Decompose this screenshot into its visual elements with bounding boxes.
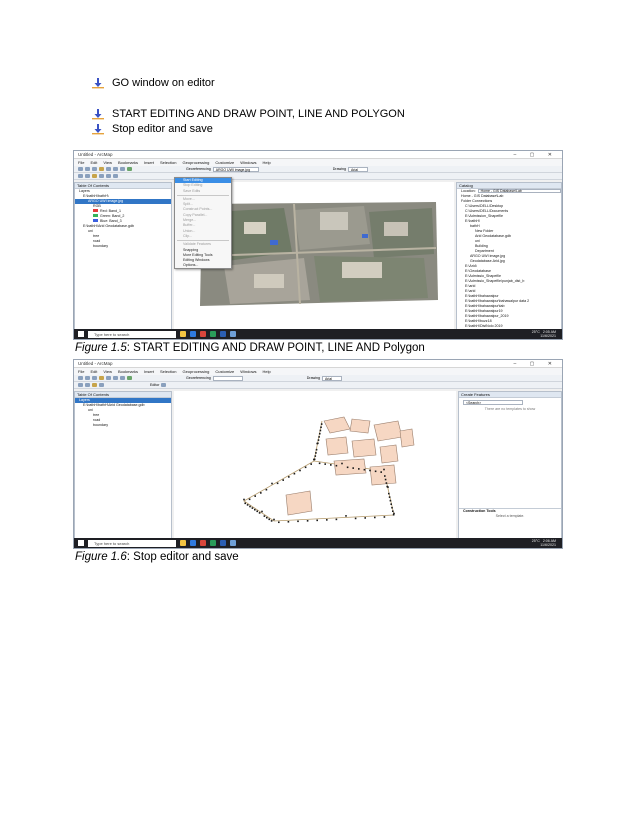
tree-point xyxy=(305,467,307,469)
windows-taskbar xyxy=(74,329,562,339)
select-icon[interactable] xyxy=(78,174,83,178)
catalog-item[interactable]: E:\Admissio_Shapefile\punjab_dist_b xyxy=(465,279,525,283)
figure-caption-1-5 xyxy=(75,342,425,354)
tree-point xyxy=(375,471,377,473)
zoom-in-icon[interactable] xyxy=(106,167,111,171)
tree-point xyxy=(273,519,275,521)
arcmap-icon[interactable] xyxy=(230,540,236,546)
tree-point xyxy=(364,517,366,519)
tree-point xyxy=(249,506,251,508)
caption-label: Figure 1.5 xyxy=(75,342,127,354)
tree-point xyxy=(310,463,312,465)
window-title: Untitled - ArcMap xyxy=(78,152,113,157)
tree-point xyxy=(260,492,262,494)
tree-point xyxy=(252,507,254,509)
tree-point xyxy=(385,479,387,481)
tree-point xyxy=(249,499,251,501)
bullet-text: START EDITING AND DRAW POINT, LINE AND POLYGON xyxy=(112,108,405,120)
window-titlebar xyxy=(74,151,562,159)
tree-point xyxy=(319,463,321,465)
catalog-item[interactable]: bathH xyxy=(470,224,480,228)
georeferencing-label: Georeferencing xyxy=(186,376,211,380)
system-tray xyxy=(532,539,562,547)
tree-point xyxy=(271,483,273,485)
menu-view[interactable]: View xyxy=(103,369,112,374)
new-icon[interactable] xyxy=(78,376,83,380)
menu-bar xyxy=(74,368,562,375)
tree-point xyxy=(314,455,316,457)
arrow-bullet-icon xyxy=(92,77,104,89)
menu-separator xyxy=(177,195,229,196)
menu-geoprocessing[interactable]: Geoprocessing xyxy=(182,160,210,165)
bullet-item-2 xyxy=(92,108,405,120)
tree-point xyxy=(321,423,323,425)
stop-editing-menu-item[interactable]: Stop Editing xyxy=(183,183,203,188)
toc-item[interactable]: RGB xyxy=(93,204,101,208)
open-icon[interactable] xyxy=(85,167,90,171)
menu-geoprocessing[interactable]: Geoprocessing xyxy=(182,369,210,374)
word-icon[interactable] xyxy=(220,540,226,546)
tree-point xyxy=(318,436,320,438)
tree-point xyxy=(390,503,392,505)
add-data-icon[interactable] xyxy=(99,167,104,171)
catalog-item[interactable]: E:\bathH\bahawalpur19 xyxy=(465,309,503,313)
menu-help[interactable]: Help xyxy=(262,369,271,374)
toc-item-selected[interactable]: Layers xyxy=(75,398,171,403)
catalog-item[interactable]: E:\arid xyxy=(465,289,476,293)
digitized-campus-map xyxy=(174,391,456,539)
tree-point xyxy=(320,427,322,429)
toolbar-row-1 xyxy=(74,166,562,173)
tree-point xyxy=(355,518,357,520)
menu-insert[interactable]: Insert xyxy=(143,369,154,374)
no-templates-text: There are no templates to show xyxy=(484,407,536,411)
tree-point xyxy=(268,519,270,521)
drawing-label[interactable]: Drawing xyxy=(306,376,320,380)
start-editing-menu-item[interactable]: Start Editing xyxy=(175,178,231,183)
move-menu-item[interactable]: Move... xyxy=(183,196,195,201)
chrome-icon[interactable] xyxy=(200,331,206,337)
menu-windows[interactable]: Windows xyxy=(240,369,257,374)
toc-item[interactable]: uni xyxy=(88,229,93,233)
catalog-item[interactable]: E:\Admissio_Shapefile xyxy=(465,274,501,278)
tray-date: 11/6/2021 xyxy=(540,334,556,338)
tree-point xyxy=(271,520,273,522)
toc-item[interactable]: boundary xyxy=(93,244,108,248)
catalog-location-field[interactable]: Home - GIS Database\Lab xyxy=(478,189,561,193)
editor-dropdown-menu xyxy=(174,177,232,269)
menu-customize[interactable]: Customize xyxy=(215,369,235,374)
menu-selection[interactable]: Selection xyxy=(160,369,177,374)
word-icon[interactable] xyxy=(220,331,226,337)
zoom-out-icon[interactable] xyxy=(113,167,118,171)
snapping-menu-item[interactable]: Snapping xyxy=(183,247,199,252)
tree-point xyxy=(336,465,338,467)
catalog-item[interactable]: New Folder xyxy=(475,229,494,233)
tray-temperature: 25°C xyxy=(531,330,540,334)
tree-point xyxy=(345,515,347,517)
tree-point xyxy=(318,439,320,441)
full-extent-icon[interactable] xyxy=(127,376,132,380)
tree-point xyxy=(380,471,382,473)
toc-item[interactable]: Green: Band_2 xyxy=(75,214,171,219)
tree-point xyxy=(386,482,388,484)
pan-icon[interactable] xyxy=(120,376,125,380)
window-controls[interactable]: – ▢ ✕ xyxy=(513,361,558,367)
editor-menu-button[interactable]: Editor xyxy=(150,383,160,387)
tree-point xyxy=(288,476,290,478)
tree-point xyxy=(330,464,332,466)
menu-windows[interactable]: Windows xyxy=(240,160,257,165)
tree-point xyxy=(352,467,354,469)
toc-item[interactable]: Red: Band_1 xyxy=(75,209,171,214)
toc-item[interactable]: road xyxy=(93,418,101,422)
edit-tool-icon[interactable] xyxy=(161,383,166,387)
tree-point xyxy=(347,467,349,469)
tree-point xyxy=(299,470,301,472)
new-icon[interactable] xyxy=(78,167,83,171)
copy-parallel-menu-item[interactable]: Copy Parallel... xyxy=(183,212,208,217)
toolbar-row-1 xyxy=(74,375,562,382)
tray-date: 11/6/2021 xyxy=(540,543,556,547)
chrome-icon[interactable] xyxy=(200,540,206,546)
tree-point xyxy=(326,519,328,521)
catalog-item[interactable]: C:\Users\DELL\Desktop xyxy=(465,204,504,208)
tree-point xyxy=(277,483,279,485)
tree-point xyxy=(319,433,321,435)
menu-edit[interactable]: Edit xyxy=(90,160,98,165)
excel-icon[interactable] xyxy=(210,331,216,337)
tree-point xyxy=(261,511,263,513)
editor-toolbar-icon[interactable] xyxy=(113,174,118,178)
pan-icon[interactable] xyxy=(120,167,125,171)
catalog-item[interactable]: E:\bathH\bahawalpur xyxy=(465,294,499,298)
menu-bookmarks[interactable]: Bookmarks xyxy=(117,369,138,374)
table-of-contents-panel xyxy=(74,391,172,539)
save-icon[interactable] xyxy=(92,376,97,380)
catalog-item[interactable]: E:\bathH\ xyxy=(465,219,480,223)
menu-bar xyxy=(74,159,562,166)
open-icon[interactable] xyxy=(85,376,90,380)
catalog-location-label: Location: xyxy=(461,189,476,193)
add-data-icon[interactable] xyxy=(99,376,104,380)
catalog-item[interactable]: Geodatabase.Arid.jpg xyxy=(470,259,505,263)
georef-layer-dropdown[interactable] xyxy=(213,376,243,381)
catalog-item[interactable]: C:\Users\DELL\Documents xyxy=(465,209,509,213)
tree-point xyxy=(317,443,319,445)
toc-item[interactable]: road xyxy=(93,239,101,243)
toc-item[interactable]: tree xyxy=(93,234,100,238)
excel-icon[interactable] xyxy=(210,540,216,546)
toc-item[interactable]: E:\bathH\bathH\ xyxy=(83,194,109,198)
tree-point xyxy=(387,486,389,488)
catalog-item[interactable]: Arid Geodatabase.gdb xyxy=(475,234,511,238)
tree-point xyxy=(341,463,343,465)
catalog-item[interactable]: E:\Arid\ xyxy=(465,264,477,268)
measure-icon[interactable] xyxy=(99,383,104,387)
georeferencing-label: Georeferencing xyxy=(186,167,211,171)
font-dropdown[interactable]: Arial xyxy=(322,376,342,381)
construct-points-menu-item[interactable]: Construct Points... xyxy=(183,207,213,212)
caption-text: : START EDITING AND DRAW POINT, LINE AND Polygon xyxy=(126,342,425,354)
file-explorer-icon[interactable] xyxy=(180,331,186,337)
tray-time: 2:05 AM xyxy=(542,330,556,334)
construction-tools-heading: Construction Tools xyxy=(463,509,496,513)
toc-title: Table Of Contents xyxy=(75,392,171,398)
find-icon[interactable] xyxy=(92,174,97,178)
toc-item[interactable]: Layers xyxy=(79,189,90,193)
menu-help[interactable]: Help xyxy=(262,160,271,165)
tree-point xyxy=(389,496,391,498)
tree-point xyxy=(314,459,316,461)
tree-point xyxy=(364,469,366,471)
save-edits-menu-item[interactable]: Save Edits xyxy=(183,188,201,193)
select-icon[interactable] xyxy=(78,383,83,387)
catalog-item[interactable]: ARGO UWI image.jpg xyxy=(470,254,506,258)
menu-insert[interactable]: Insert xyxy=(143,160,154,165)
save-icon[interactable] xyxy=(92,167,97,171)
taskbar-search-input[interactable]: Type here to search xyxy=(88,540,176,547)
split-menu-item[interactable]: Split... xyxy=(183,202,193,207)
tree-point xyxy=(393,513,395,515)
select-template-text: Select a template. xyxy=(495,514,525,518)
tray-time: 2:06 AM xyxy=(542,539,556,543)
arrow-bullet-icon xyxy=(92,108,104,120)
georef-layer-dropdown[interactable]: ARGO UWI image.jpg xyxy=(213,167,259,172)
create-features-panel xyxy=(458,391,562,539)
arcmap-screenshot-start-editing xyxy=(73,150,563,340)
caption-text: : Stop editor and save xyxy=(126,551,239,563)
more-editing-tools-menu-item[interactable]: More Editing Tools xyxy=(183,252,213,257)
tree-point xyxy=(336,519,338,521)
tree-point xyxy=(294,473,296,475)
catalog-item[interactable]: E:\Geodatabase xyxy=(465,269,491,273)
tree-point xyxy=(307,520,309,522)
toc-item[interactable]: boundary xyxy=(93,423,108,427)
full-extent-icon[interactable] xyxy=(127,167,132,171)
tree-point xyxy=(390,500,392,502)
menu-selection[interactable]: Selection xyxy=(160,160,177,165)
toolbar-row-2 xyxy=(74,382,562,389)
tree-point xyxy=(288,521,290,523)
validate-features-menu-item[interactable]: Validate Features xyxy=(183,242,211,247)
tree-point xyxy=(254,509,256,511)
tree-point xyxy=(256,511,258,513)
tree-point xyxy=(244,503,246,505)
tree-point xyxy=(315,452,317,454)
catalog-item[interactable]: Department xyxy=(475,249,494,253)
catalog-item[interactable]: E:\bathH\bahawalpur_2019 xyxy=(465,314,509,318)
zoom-out-icon[interactable] xyxy=(113,376,118,380)
catalog-title: Catalog xyxy=(457,183,561,189)
bullet-text: Stop editor and save xyxy=(112,123,213,135)
tree-point xyxy=(316,520,318,522)
tree-point xyxy=(374,517,376,519)
tree-point xyxy=(282,479,284,481)
system-tray xyxy=(532,330,562,338)
buffer-menu-item[interactable]: Buffer... xyxy=(183,223,196,228)
menu-file[interactable]: File xyxy=(78,369,85,374)
menu-edit[interactable]: Edit xyxy=(90,369,98,374)
editing-windows-menu-item[interactable]: Editing Windows xyxy=(183,258,210,263)
taskbar-search-input[interactable]: Type here to search xyxy=(88,331,176,338)
tree-point xyxy=(264,515,266,517)
tree-point xyxy=(259,512,261,514)
bullet-item-3 xyxy=(92,123,213,135)
caption-label: Figure 1.6 xyxy=(75,551,127,563)
tree-point xyxy=(384,516,386,518)
tree-point xyxy=(247,504,249,506)
catalog-item[interactable]: Home - GIS Database\Lab xyxy=(461,194,504,198)
tree-point xyxy=(266,517,268,519)
table-of-contents-panel xyxy=(74,182,172,330)
edge-icon[interactable] xyxy=(190,540,196,546)
catalog-panel xyxy=(456,182,562,330)
menu-bookmarks[interactable]: Bookmarks xyxy=(117,160,138,165)
identify-icon[interactable] xyxy=(85,174,90,178)
tree-point xyxy=(243,499,245,501)
catalog-item[interactable]: Folder Connections xyxy=(461,199,493,203)
edge-icon[interactable] xyxy=(190,331,196,337)
identify-icon[interactable] xyxy=(85,383,90,387)
window-title: Untitled - ArcMap xyxy=(78,361,113,366)
toc-item[interactable]: E:\bathH\Arid Geodatabase.gdb xyxy=(83,224,134,228)
hyperlink-icon[interactable] xyxy=(106,174,111,178)
clip-menu-item[interactable]: Clip... xyxy=(183,233,193,238)
menu-view[interactable]: View xyxy=(103,160,112,165)
tree-point xyxy=(254,495,256,497)
arcmap-icon[interactable] xyxy=(230,331,236,337)
tree-point xyxy=(388,493,390,495)
merge-menu-item[interactable]: Merge... xyxy=(183,218,197,223)
toc-item[interactable]: uni xyxy=(88,408,93,412)
tree-point xyxy=(391,507,393,509)
catalog-item[interactable]: E:\bathH\DistNolo 2019 xyxy=(465,324,503,328)
toc-item-selected[interactable]: ARGO UWI image.jpg xyxy=(75,199,171,204)
toolbar-row-2 xyxy=(74,173,562,180)
find-icon[interactable] xyxy=(92,383,97,387)
font-dropdown[interactable]: Arial xyxy=(348,167,368,172)
catalog-item[interactable]: E:\bathH\bahawalpur\tab xyxy=(465,304,505,308)
bullet-item-1 xyxy=(92,77,215,89)
tree-point xyxy=(266,489,268,491)
catalog-item[interactable]: uni xyxy=(475,239,480,243)
template-search-input[interactable]: <Search> xyxy=(463,400,523,405)
window-titlebar xyxy=(74,360,562,368)
tree-point xyxy=(369,470,371,472)
toc-item[interactable]: Blue: Band_3 xyxy=(75,219,171,224)
map-view[interactable] xyxy=(174,391,456,539)
menu-file[interactable]: File xyxy=(78,160,85,165)
windows-start-icon[interactable] xyxy=(78,331,84,337)
zoom-in-icon[interactable] xyxy=(106,376,111,380)
figure-caption-1-6 xyxy=(75,551,239,563)
tree-point xyxy=(278,521,280,523)
menu-customize[interactable]: Customize xyxy=(215,160,235,165)
catalog-item[interactable]: Building xyxy=(475,244,488,248)
menu-separator xyxy=(177,240,229,241)
arcmap-screenshot-stop-editor xyxy=(73,359,563,549)
tree-point xyxy=(358,468,360,470)
bullet-text: GO window on editor xyxy=(112,77,215,89)
options-menu-item[interactable]: Options... xyxy=(183,263,199,268)
tree-point xyxy=(383,469,385,471)
catalog-item[interactable]: E:\Admission_Shapefile xyxy=(465,214,503,218)
drawing-label[interactable]: Drawing xyxy=(332,167,346,171)
measure-icon[interactable] xyxy=(99,174,104,178)
catalog-item[interactable]: E:\bathH\buzz18 xyxy=(465,319,492,323)
file-explorer-icon[interactable] xyxy=(180,540,186,546)
window-controls[interactable]: – ▢ ✕ xyxy=(513,152,558,158)
tree-point xyxy=(384,475,386,477)
windows-start-icon[interactable] xyxy=(78,540,84,546)
arrow-bullet-icon xyxy=(92,123,104,135)
toc-item[interactable]: tree xyxy=(93,413,100,417)
tree-point xyxy=(324,463,326,465)
catalog-item[interactable]: E:\arid xyxy=(465,284,476,288)
union-menu-item[interactable]: Union... xyxy=(183,228,196,233)
toc-item[interactable]: E:\bathH\bathH\Arid Geodatabase.gdb xyxy=(83,403,145,407)
toc-title: Table Of Contents xyxy=(75,183,171,189)
catalog-item[interactable]: E:\bathH\bahawalpur\bahawalpur data 2 xyxy=(465,299,530,303)
tree-point xyxy=(297,521,299,523)
catalog-tree xyxy=(457,194,561,329)
create-features-title: Create Features xyxy=(459,392,561,398)
tray-temperature: 25°C xyxy=(531,539,540,543)
tree-point xyxy=(392,510,394,512)
tree-point xyxy=(320,430,322,432)
tree-point xyxy=(316,449,318,451)
windows-taskbar xyxy=(74,538,562,548)
